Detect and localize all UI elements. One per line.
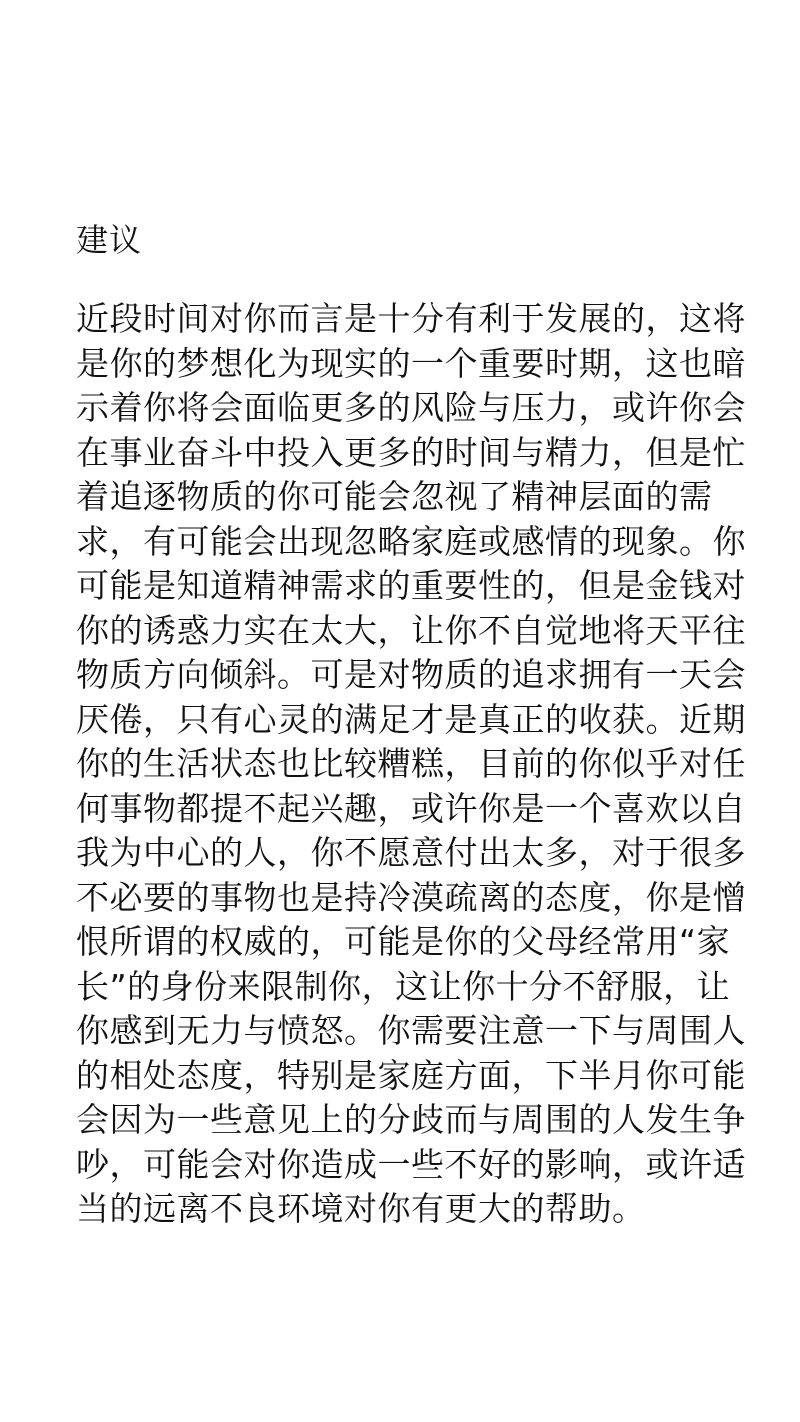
body-line: 着追逐物质的你可能会忽视了精神层面的需 [76, 477, 713, 516]
body-line: 你的生活状态也比较糟糕，目前的你似乎对任 [76, 744, 746, 783]
body-line: 吵，可能会对你造成一些不好的影响，或许适 [76, 1144, 746, 1184]
body-line: 你的诱惑力实在太大，让你不自觉地将天平往 [76, 610, 746, 650]
body-line: 是你的梦想化为现实的一个重要时期，这也暗 [76, 343, 746, 383]
body-line: 可能是知道精神需求的重要性的，但是金钱对 [76, 566, 746, 605]
body-line: 在事业奋斗中投入更多的时间与精力，但是忙 [76, 432, 746, 472]
body-line: 长”的身份来限制你，这让你十分不舒服，让 [76, 966, 731, 1006]
body-line: 你感到无力与愤怒。你需要注意一下与周围人 [76, 1011, 746, 1050]
body-line: 我为中心的人，你不愿意付出太多，对于很多 [76, 833, 746, 872]
document-heading: 建议 [76, 221, 143, 259]
body-line: 当的远离不良环境对你有更大的帮助。 [76, 1189, 646, 1228]
body-line: 恨所谓的权威的，可能是你的父母经常用“家 [76, 922, 731, 961]
body-line: 不必要的事物也是持冷漠疏离的态度，你是憎 [76, 877, 746, 917]
body-line: 近段时间对你而言是十分有利于发展的，这将 [76, 299, 746, 338]
body-line: 的相处态度，特别是家庭方面，下半月你可能 [76, 1055, 746, 1095]
body-line: 物质方向倾斜。可是对物质的追求拥有一天会 [76, 655, 746, 694]
body-line: 何事物都提不起兴趣，或许你是一个喜欢以自 [76, 788, 746, 828]
body-line: 求，有可能会出现忽略家庭或感情的现象。你 [76, 521, 746, 561]
document-body [76, 297, 746, 1232]
body-line: 示着你将会面临更多的风险与压力，或许你会 [76, 388, 746, 427]
body-line: 会因为一些意见上的分歧而与周围的人发生争 [76, 1100, 746, 1139]
body-line: 厌倦，只有心灵的满足才是真正的收获。近期 [76, 699, 746, 739]
